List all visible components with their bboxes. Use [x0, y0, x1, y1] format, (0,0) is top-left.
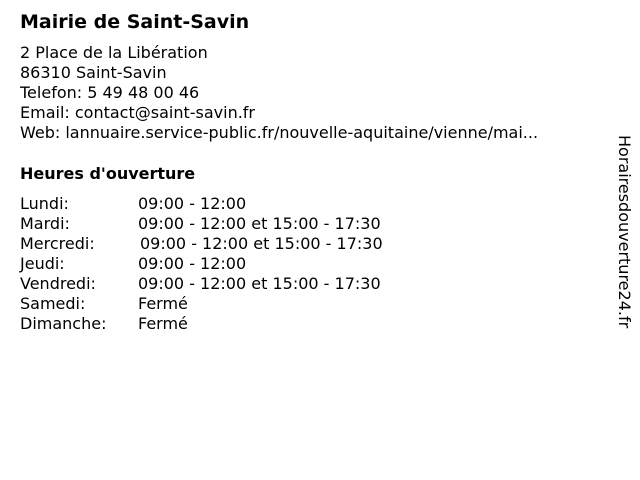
time-value: 09:00 - 12:00 et 15:00 - 17:30: [138, 274, 381, 293]
time-value: 09:00 - 12:00: [138, 254, 247, 273]
day-label: Vendredi:: [20, 274, 96, 293]
time-value: Fermé: [138, 314, 188, 333]
time-value: 09:00 - 12:00 et 15:00 - 17:30: [140, 234, 383, 253]
phone-line: Telefon: 5 49 48 00 46: [20, 83, 200, 102]
day-label: Jeudi:: [20, 254, 65, 273]
website-line: Web: lannuaire.service-public.fr/nouvelle-aquitaine/vienne/mai...: [20, 123, 539, 142]
day-label: Mardi:: [20, 214, 70, 233]
day-label: Mercredi:: [20, 234, 95, 253]
city-address: 86310 Saint-Savin: [20, 63, 167, 82]
email-line: Email: contact@saint-savin.fr: [20, 103, 256, 122]
hours-heading: Heures d'ouverture: [20, 164, 196, 183]
street-address: 2 Place de la Libération: [20, 43, 208, 62]
time-value: 09:00 - 12:00: [138, 194, 247, 213]
day-label: Lundi:: [20, 194, 69, 213]
address-block: [20, 43, 538, 143]
time-value: 09:00 - 12:00 et 15:00 - 17:30: [138, 214, 381, 233]
day-label: Samedi:: [20, 294, 86, 313]
brand-watermark: Horairesdouverture24.fr: [615, 135, 634, 329]
time-value: Fermé: [138, 294, 188, 313]
day-label: Dimanche:: [20, 314, 107, 333]
business-title: Mairie de Saint-Savin: [20, 11, 250, 33]
